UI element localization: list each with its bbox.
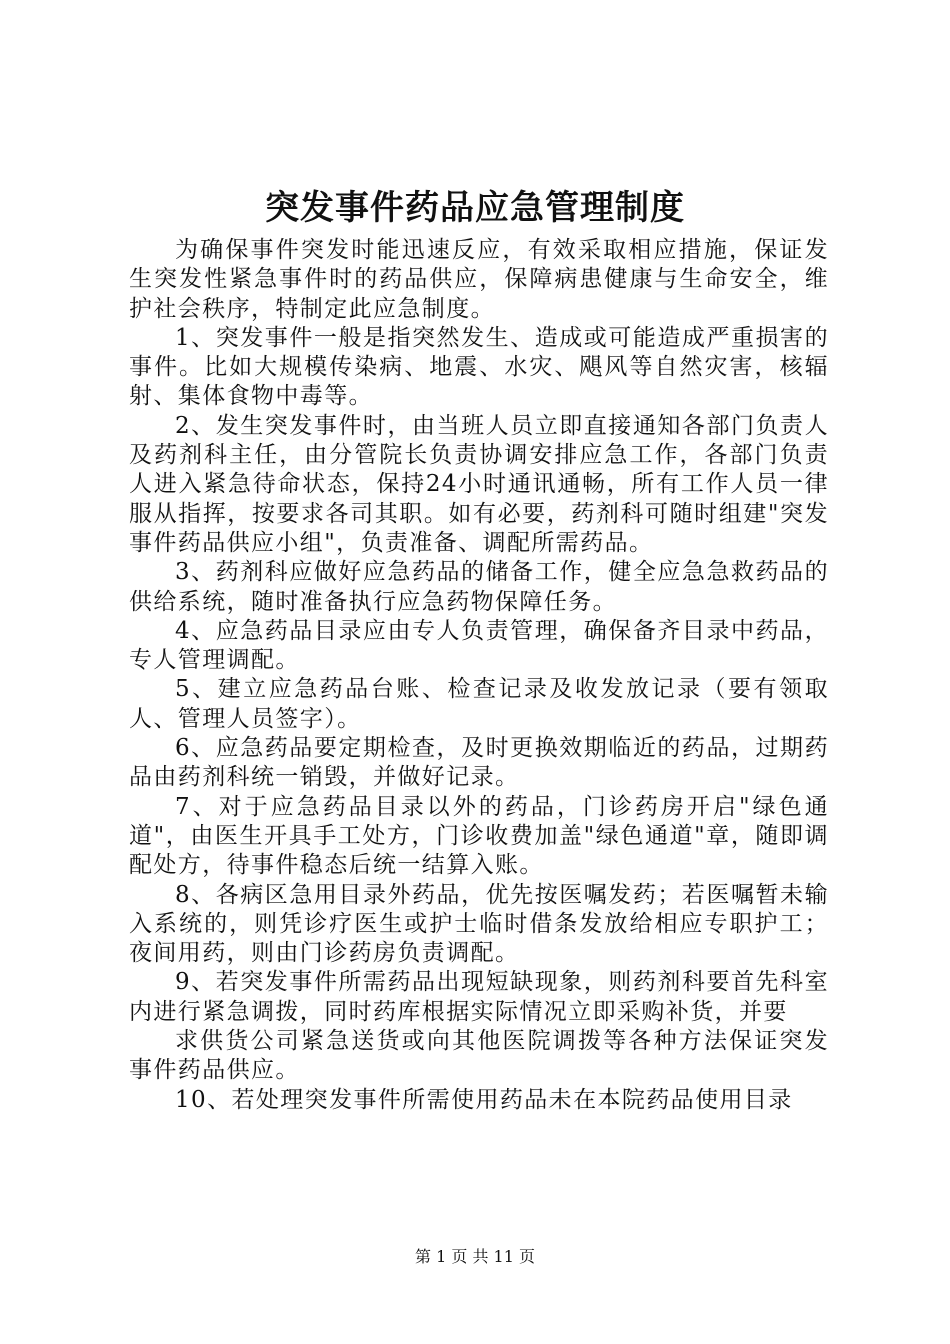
paragraph-item-5: 5、建立应急药品台账、检查记录及收发放记录（要有领取人、管理人员签字）。	[129, 676, 829, 732]
paragraph-item-2: 2、发生突发事件时，由当班人员立即直接通知各部门负责人及药剂科主任，由分管院长负责协调安排应急工作，各部门负责人进入紧急待命状态，保持24小时通讯通畅，所有工作人员一律服从指挥，按要求各司其职。如有必要，药剂科可随时组建"突发事件药品供应小组"，负责准备、调配所需药品。	[129, 412, 829, 556]
paragraph-item-6: 6、应急药品要定期检查，及时更换效期临近的药品，过期药品由药剂科统一销毁，并做好记录。	[129, 735, 829, 791]
paragraph-intro: 为确保事件突发时能迅速反应，有效采取相应措施，保证发生突发性紧急事件时的药品供应，保障病患健康与生命安全，维护社会秩序，特制定此应急制度。	[129, 237, 829, 322]
paragraph-item-9-continued: 求供货公司紧急送货或向其他医院调拨等各种方法保证突发事件药品供应。	[129, 1028, 829, 1084]
paragraph-item-3: 3、药剂科应做好应急药品的储备工作，健全应急急救药品的供给系统，随时准备执行应急药物保障任务。	[129, 559, 829, 615]
document-body	[129, 236, 829, 1115]
document-title: 突发事件药品应急管理制度	[265, 188, 685, 228]
paragraph-item-9: 9、若突发事件所需药品出现短缺现象，则药剂科要首先科室内进行紧急调拨，同时药库根据实际情况立即采购补货，并要	[129, 969, 829, 1025]
paragraph-item-1: 1、突发事件一般是指突然发生、造成或可能造成严重损害的事件。比如大规模传染病、地震、水灾、飓风等自然灾害，核辐射、集体食物中毒等。	[129, 324, 829, 410]
paragraph-item-7: 7、对于应急药品目录以外的药品，门诊药房开启"绿色通道"，由医生开具手工处方，门诊收费加盖"绿色通道"章，随即调配处方，待事件稳态后统一结算入账。	[129, 793, 829, 879]
paragraph-item-10: 10、若处理突发事件所需使用药品未在本院药品使用目录	[175, 1086, 793, 1113]
paragraph-item-4: 4、应急药品目录应由专人负责管理，确保备齐目录中药品，专人管理调配。	[129, 617, 829, 674]
page-footer: 第 1 页 共 11 页	[415, 1247, 535, 1266]
paragraph-item-8: 8、各病区急用目录外药品，优先按医嘱发药；若医嘱暂未输入系统的，则凭诊疗医生或护士临时借条发放给相应专职护工；夜间用药，则由门诊药房负责调配。	[129, 881, 829, 967]
